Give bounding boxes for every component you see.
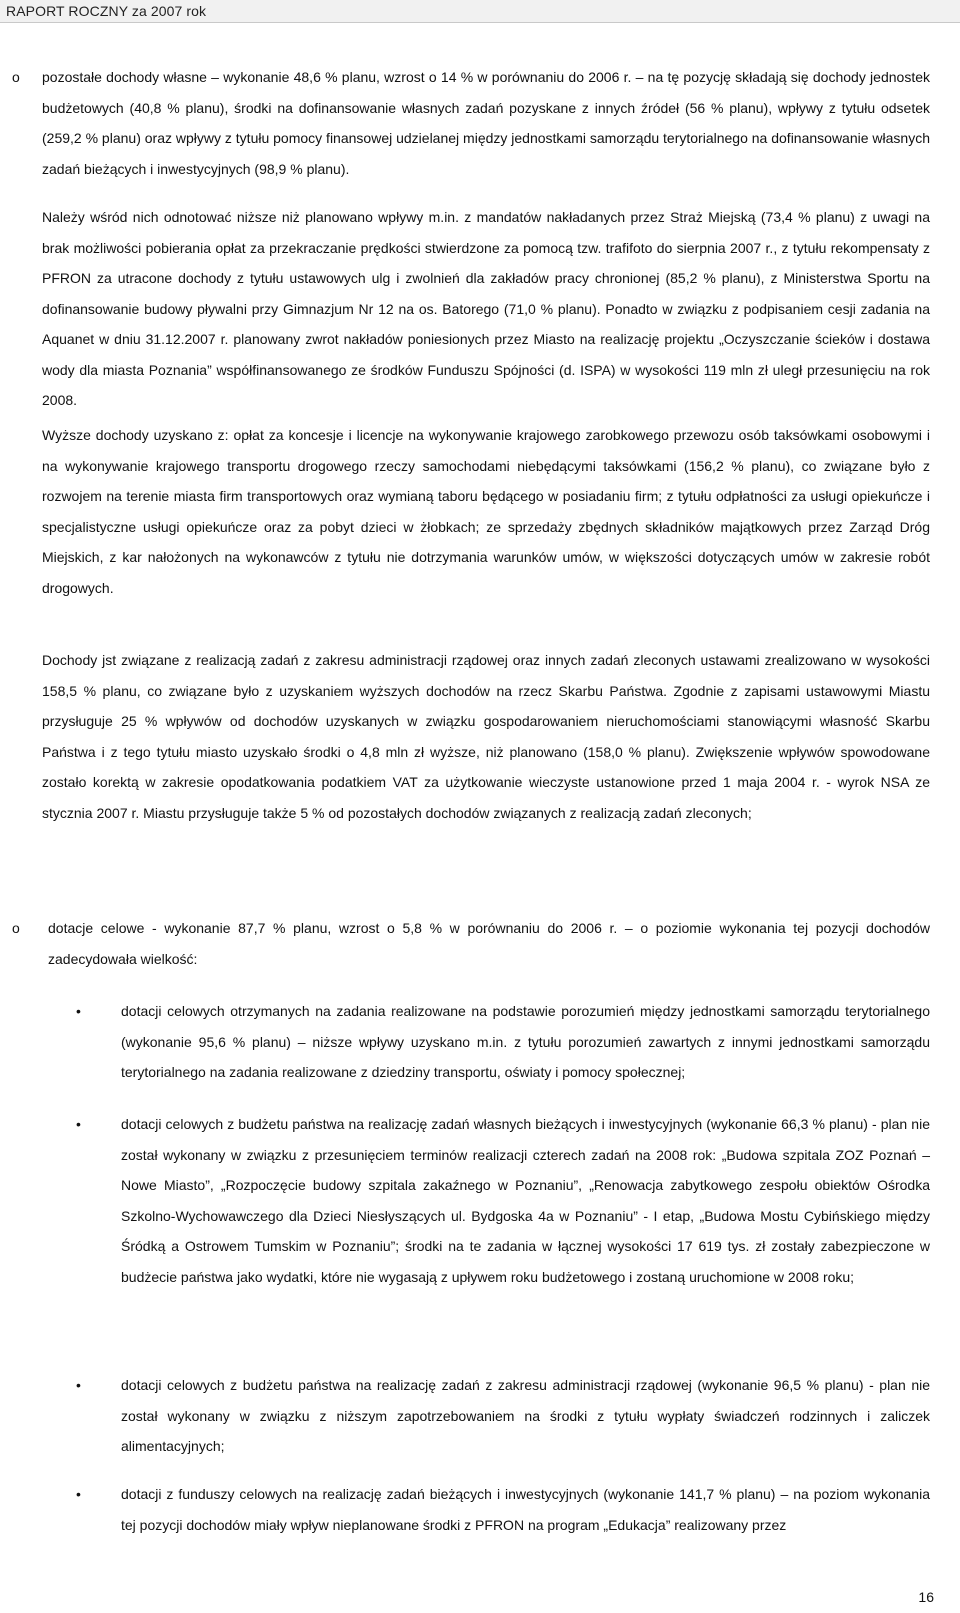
paragraph-targeted-grants: dotacje celowe - wykonanie 87,7 % planu, wzrost o 5,8 % w porównaniu do 2006 r. – o poziomie wykonania tej pozycji dochodów zadecydowała wielkość: <box>48 920 930 967</box>
list-item-grants-agreements: dotacji celowych otrzymanych na zadania realizowane na podstawie porozumień między jednostkami samorządu terytorialnego (wykonanie 95,6 % planu) – niższe wpływy uzyskano m.in. z tytułu porozumień zawartych z innymi jednostkami samorządu terytorialnego na zadania realizowane z dziedziny transportu, oświaty i pomocy społecznej; <box>121 1003 930 1080</box>
bullet-dot: • <box>76 1377 81 1393</box>
bullet-dot: • <box>76 1003 81 1019</box>
page-number: 16 <box>918 1589 934 1605</box>
report-title: RAPORT ROCZNY za 2007 rok <box>6 3 207 19</box>
list-item-grants-special-funds: dotacji z funduszy celowych na realizację zadań bieżących i inwestycyjnych (wykonanie 141,7 % planu) – na poziom wykonania tej pozycji dochodów miały wpływ nieplanowane środki z PFRON na program „Edukacja” realizowany przez <box>121 1486 930 1533</box>
bullet-dot: • <box>76 1116 81 1132</box>
list-item-grants-government-admin: dotacji celowych z budżetu państwa na realizację zadań z zakresu administracji rządowej (wykonanie 96,5 % planu) - plan nie został wykonany w związku z niższym zapotrzebowaniem na środki z tytułu wypłaty świadczeń rodzinnych i zaliczek alimentacyjnych; <box>121 1377 930 1454</box>
list-item-grants-own-tasks: dotacji celowych z budżetu państwa na realizację zadań własnych bieżących i inwestycyjnych (wykonanie 66,3 % planu) - plan nie został wykonany w związku z przesunięciem terminów realizacji czterech zadań na 2008 rok: „Budowa szpitala ZOZ Poznań – Nowe Miasto”, „Rozpoczęcie budowy szpitala zakaźnego w Poznaniu”, „Renowacja zabytkowego zespołu obiektów Ośrodka Szkolno-Wychowawczego dla Dzieci Niesłyszących ul. Bydgoska 4a w Poznaniu” - I etap, „Budowa Mostu Cybińskiego między Śródką a Ostrowem Tumskim w Poznaniu”; środki na te zadania w łącznej wysokości 17 619 tys. zł zostały zabezpieczone w budżecie państwa jako wydatki, które nie wygasają z upływem roku budżetowego i zostaną uruchomione w 2008 roku; <box>121 1116 930 1285</box>
bullet-dot: • <box>76 1486 81 1502</box>
paragraph-other-own-income: pozostałe dochody własne – wykonanie 48,6 % planu, wzrost o 14 % w porównaniu do 2006 r. – na tę pozycję składają się dochody jednostek budżetowych (40,8 % planu), środki na dofinansowanie własnych zadań pozyskane z innych źródeł (56 % planu), wpływy z tytułu odsetek (259,2 % planu) oraz wpływy z tytułu pomocy finansowej udzielanej między jednostkami samorządu terytorialnego na dofinansowanie własnych zadań bieżących i inwestycyjnych (98,9 % planu). <box>42 69 930 177</box>
paragraph-higher-income: Wyższe dochody uzyskano z: opłat za koncesje i licencje na wykonywanie krajowego zarobkowego przewozu osób taksówkami osobowymi i na wykonywanie krajowego transportu drogowego rzeczy samochodami niebędącymi taksówkami (156,2 % planu), co związane było z rozwojem na terenie miasta firm transportowych oraz wymianą taboru będącego w posiadaniu firm; z tytułu odpłatności za usługi opiekuńcze i specjalistyczne usługi opiekuńcze oraz za pobyt dzieci w żłobkach; ze sprzedaży zbędnych składników majątkowych przez Zarząd Dróg Miejskich, z kar nałożonych na wykonawców z tytułu nie dotrzymania warunków umów, w większości dotyczących umów w zakresie robót drogowych. <box>42 427 930 596</box>
document-header <box>0 0 960 23</box>
bullet-circle: o <box>12 920 20 936</box>
paragraph-lower-income: Należy wśród nich odnotować niższe niż planowano wpływy m.in. z mandatów nakładanych przez Straż Miejską (73,4 % planu) z uwagi na brak możliwości pobierania opłat za przekraczanie prędkości stwierdzone za pomocą tzw. trafifoto do sierpnia 2007 r., z tytułu rekompensaty z PFRON za utracone dochody z tytułu ustawowych ulg i zwolnień dla zakładów pracy chronionej (85,2 % planu), z Ministerstwa Sportu na dofinansowanie budowy pływalni przy Gimnazjum Nr 12 na os. Batorego (71,0 % planu). Ponadto w związku z podpisaniem cesji zadania na Aquanet w dniu 31.12.2007 r. planowany zwrot nakładów poniesionych przez Miasto na realizację projektu „Oczyszczanie ścieków i dostawa wody dla miasta Poznania” współfinansowanego ze środków Funduszu Spójności (d. ISPA) w wysokości 119 mln zł uległ przesunięciu na rok 2008. <box>42 209 930 408</box>
paragraph-government-tasks-income: Dochody jst związane z realizacją zadań z zakresu administracji rządowej oraz innych zadań zleconych ustawami zrealizowano w wysokości 158,5 % planu, co związane było z uzyskaniem wyższych dochodów na rzecz Skarbu Państwa. Zgodnie z zapisami ustawowymi Miastu przysługuje 25 % wpływów od dochodów uzyskanych w związku gospodarowaniem nieruchomościami stanowiącymi własność Skarbu Państwa i z tego tytułu miasto uzyskało środki o 4,8 mln zł wyższe, niż planowano (158,0 % planu). Zwiększenie wpływów spowodowane zostało korektą w zakresie opodatkowania podatkiem VAT za użytkowanie wieczyste ustanowione przed 1 maja 2004 r. - wyrok NSA ze stycznia 2007 r. Miastu przysługuje także 5 % od pozostałych dochodów związanych z realizacją zadań zleconych; <box>42 652 930 821</box>
bullet-circle: o <box>12 69 20 85</box>
